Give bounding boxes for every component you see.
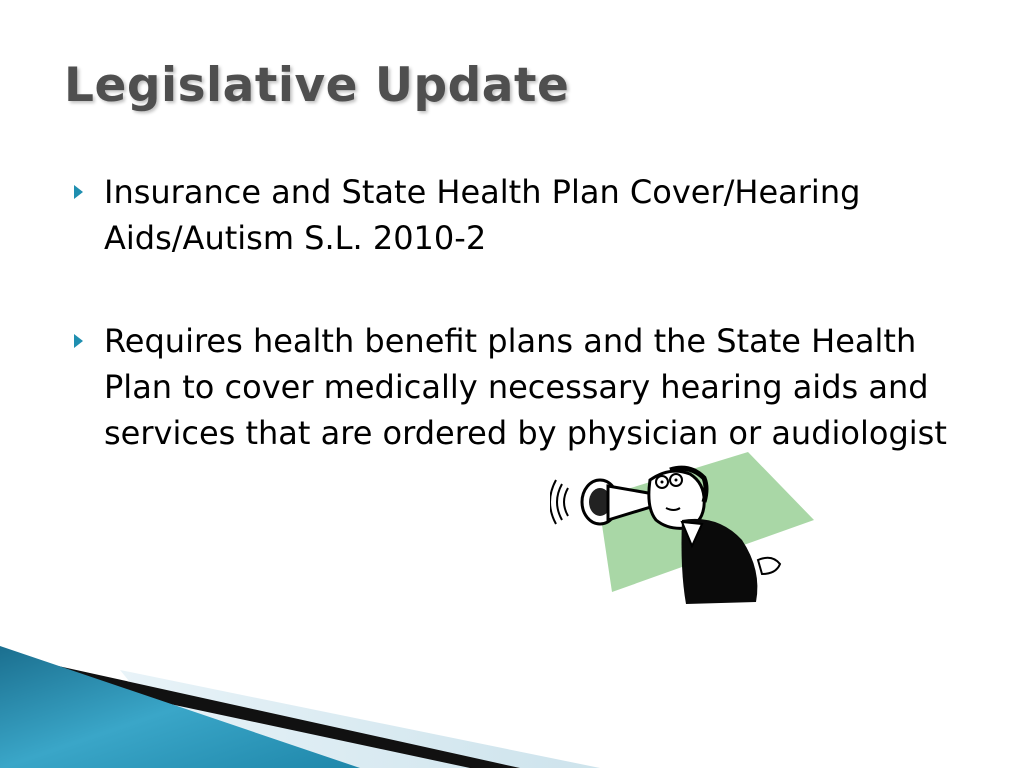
- triangle-bullet-icon: [74, 185, 83, 199]
- man-with-ear-trumpet-icon: [550, 450, 820, 610]
- slide-title: Legislative Update: [64, 58, 570, 113]
- triangle-bullet-icon: [74, 334, 83, 348]
- decorative-wave: [0, 640, 1024, 768]
- bullet-text: Requires health benefit plans and the State Health Plan to cover medically necessary hearing aids and services that are ordered by physician or audiologist: [104, 322, 947, 452]
- bullet-text: Insurance and State Health Plan Cover/Hearing Aids/Autism S.L. 2010-2: [104, 173, 861, 257]
